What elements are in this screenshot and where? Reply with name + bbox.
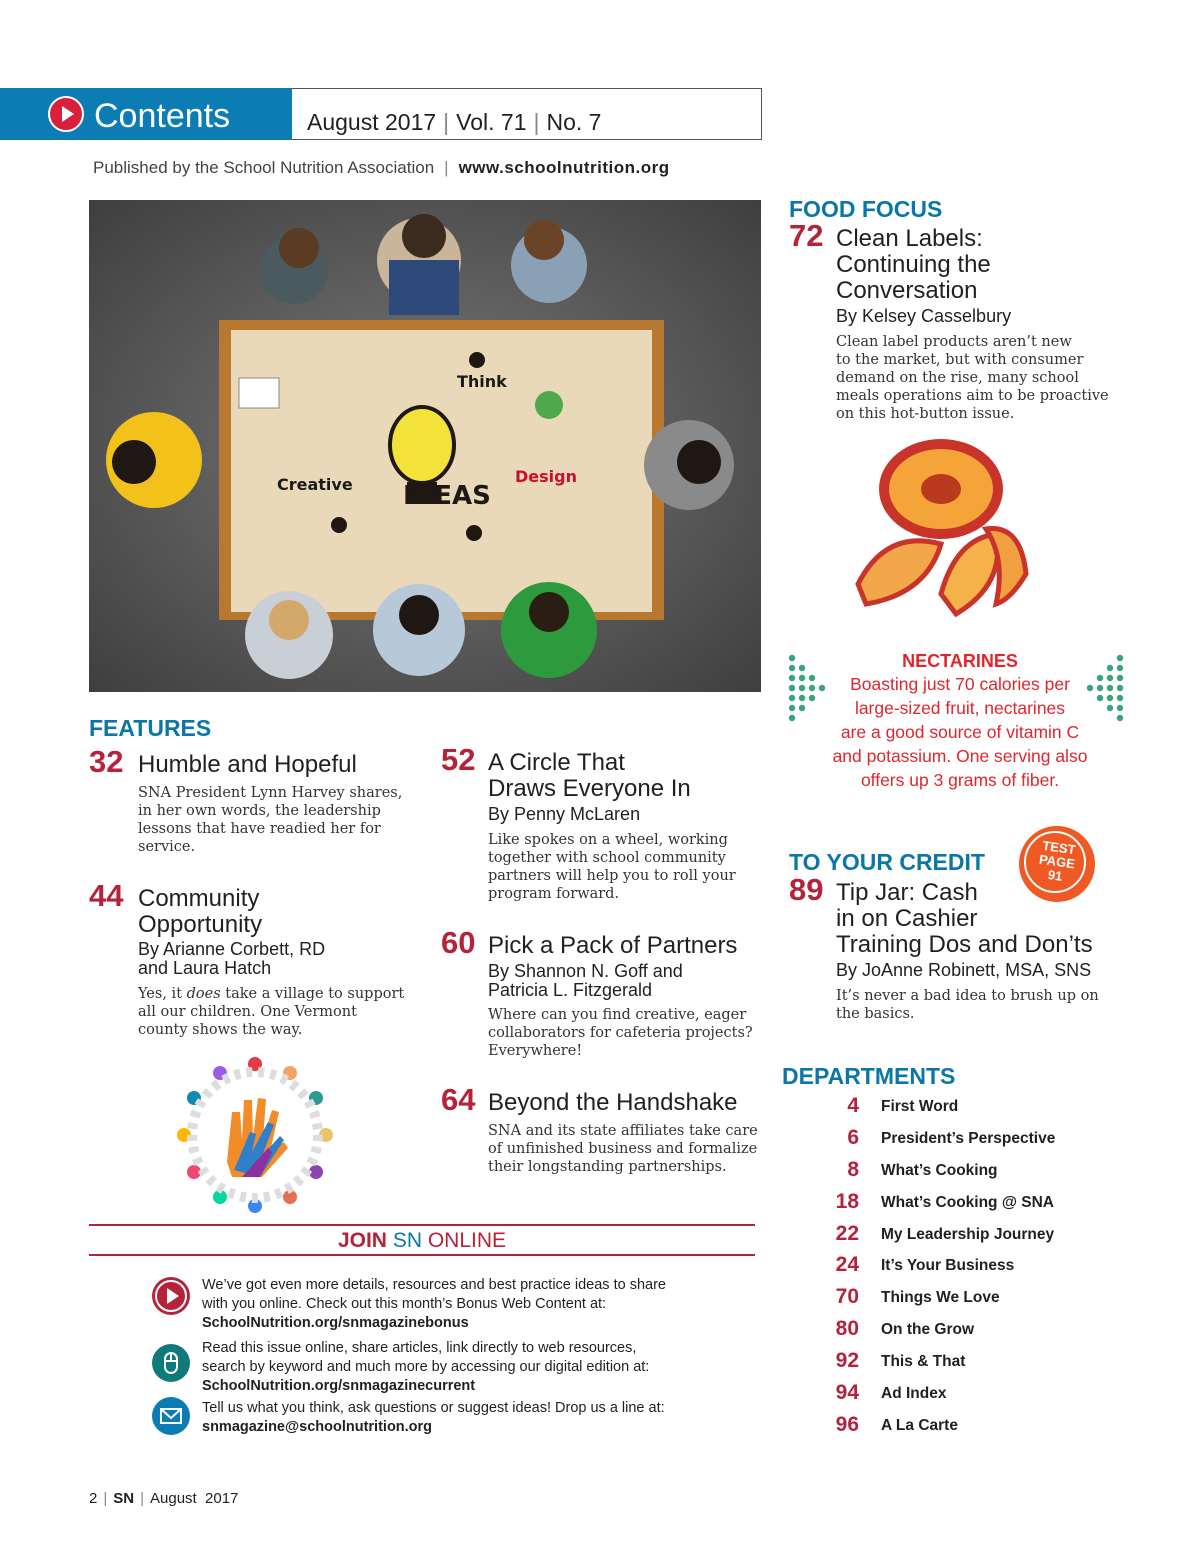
- department-label: This & That: [881, 1353, 966, 1370]
- department-item-its-your-business[interactable]: [800, 1253, 1100, 1277]
- page-number: 24: [835, 1253, 859, 1276]
- page-number: 72: [789, 218, 824, 253]
- page-number: 18: [835, 1190, 859, 1213]
- issue-info: [307, 108, 601, 136]
- play-icon[interactable]: [152, 1277, 190, 1315]
- separator: |: [103, 1490, 108, 1507]
- page-number: 94: [835, 1381, 859, 1404]
- article-title[interactable]: Clean Labels: Continuing the Conversation: [836, 225, 991, 304]
- department-label: Things We Love: [881, 1289, 1000, 1306]
- article-title[interactable]: Humble and Hopeful: [138, 751, 357, 778]
- callout-title: NECTARINES: [902, 651, 1018, 671]
- department-label: On the Grow: [881, 1321, 974, 1338]
- department-item-ad-index[interactable]: [800, 1381, 1100, 1405]
- page-footer: [89, 1490, 238, 1507]
- website-link[interactable]: www.schoolnutrition.org: [458, 158, 670, 177]
- page-number: 89: [789, 872, 824, 907]
- article-title[interactable]: Tip Jar: Cash in on Cashier Training Dos and Don’ts: [836, 879, 1093, 958]
- page-number: 4: [847, 1094, 859, 1117]
- join-email-text: Tell us what you think, ask questions or suggest ideas! Drop us a line at: snmagazine@schoolnutrition.org: [202, 1400, 665, 1435]
- page-number: 52: [441, 742, 476, 777]
- department-label: What’s Cooking: [881, 1162, 998, 1179]
- digital-edition-link[interactable]: SchoolNutrition.org/snmagazinecurrent: [202, 1378, 476, 1394]
- page-number: 64: [441, 1082, 476, 1117]
- department-item-whats-cooking[interactable]: [800, 1158, 1100, 1182]
- article-description: Yes, it does take a village to support all our children. One Vermont county shows the way.: [138, 986, 405, 1038]
- nectarine-image: [846, 434, 1036, 624]
- mouse-icon[interactable]: [152, 1344, 190, 1382]
- department-item-things-we-love[interactable]: [800, 1285, 1100, 1309]
- separator: |: [443, 109, 450, 135]
- section-heading-features: FEATURES: [89, 715, 212, 741]
- department-label: First Word: [881, 1098, 959, 1115]
- section-heading-to-your-credit: TO YOUR CREDIT: [789, 849, 985, 875]
- department-label: It’s Your Business: [881, 1257, 1015, 1274]
- page-number: 8: [847, 1158, 859, 1181]
- department-item-this-and-that[interactable]: [800, 1349, 1100, 1373]
- article-byline: By Arianne Corbett, RD and Laura Hatch: [138, 939, 326, 978]
- section-heading-departments: DEPARTMENTS: [782, 1063, 956, 1089]
- separator: |: [140, 1490, 144, 1507]
- department-item-presidents-perspective[interactable]: [800, 1126, 1100, 1150]
- publisher: Published by the School Nutrition Association: [93, 158, 435, 177]
- page-number: 6: [847, 1126, 859, 1149]
- article-byline: By Kelsey Casselbury: [836, 306, 1012, 326]
- issue-volume: Vol. 71: [456, 109, 527, 135]
- page-number: 80: [835, 1317, 859, 1340]
- page-number: 22: [835, 1222, 859, 1245]
- divider: [89, 1254, 755, 1256]
- email-link[interactable]: snmagazine@schoolnutrition.org: [202, 1419, 433, 1435]
- article-description: It’s never a bad idea to brush up on the basics.: [836, 988, 1099, 1022]
- article-title[interactable]: A Circle That Draws Everyone In: [488, 749, 691, 802]
- department-item-my-leadership-journey[interactable]: [800, 1222, 1100, 1246]
- play-icon: [48, 96, 84, 132]
- issue-number: No. 7: [546, 109, 602, 135]
- page-number: 70: [835, 1285, 859, 1308]
- folio-magazine: SN: [113, 1490, 135, 1507]
- article-description: SNA President Lynn Harvey shares, in her own words, the leadership lessons that have readied her for service.: [138, 785, 403, 855]
- page-title: Contents: [94, 97, 231, 135]
- issue-date: August 2017: [307, 109, 437, 135]
- department-item-first-word[interactable]: [800, 1094, 1100, 1118]
- page-number: 96: [835, 1413, 859, 1436]
- join-digital-edition-text: Read this issue online, share articles, link directly to web resources, search by keyword and much more by accessing our digital edition at: SchoolNutrition.org/snmagazinecurrent: [202, 1340, 650, 1394]
- department-label: President’s Perspective: [881, 1130, 1056, 1147]
- article-description: Like spokes on a wheel, working together with school community partners will help you to roll your program forward.: [488, 832, 736, 902]
- article-title[interactable]: Pick a Pack of Partners: [488, 932, 738, 959]
- article-byline: By Penny McLaren: [488, 804, 641, 824]
- callout-text: Boasting just 70 calories per large-sized fruit, nectarines are a good source of vitamin C and potassium. One serving also offers up 3 grams of fiber.: [832, 674, 1088, 790]
- department-label: My Leadership Journey: [881, 1226, 1055, 1243]
- page-number: 60: [441, 925, 476, 960]
- department-item-whats-cooking-sna[interactable]: [800, 1190, 1100, 1214]
- nectarines-callout: [810, 650, 1110, 792]
- folio-date: August 2017: [150, 1490, 239, 1507]
- department-label: Ad Index: [881, 1385, 947, 1402]
- community-hands-icon: [172, 1052, 338, 1218]
- badge-text: TEST PAGE 91: [1038, 837, 1077, 884]
- photo-word-think: Think: [457, 372, 507, 391]
- divider: [89, 1224, 755, 1226]
- article-description: SNA and its state affiliates take care of unfinished business and formalize their longstanding partnerships.: [488, 1123, 758, 1175]
- join-online-title: JOIN SN ONLINE: [337, 1229, 507, 1252]
- department-item-a-la-carte[interactable]: [800, 1413, 1100, 1437]
- join-bonus-text: We’ve got even more details, resources and best practice ideas to share with you online. Check out this month’s Bonus Web Content at: SchoolNutrition.org/snmagazinebonus: [202, 1277, 666, 1331]
- article-title[interactable]: Community Opportunity: [138, 885, 263, 938]
- cover-photo: [89, 200, 761, 692]
- article-description: Where can you find creative, eager collaborators for cafeteria projects? Everywhere!: [488, 1007, 753, 1059]
- page-number: 32: [89, 744, 124, 779]
- department-label: A La Carte: [881, 1417, 958, 1434]
- department-item-on-the-grow[interactable]: [800, 1317, 1100, 1341]
- envelope-icon[interactable]: [152, 1397, 190, 1435]
- folio-page-number: 2: [89, 1490, 98, 1507]
- article-byline: By JoAnne Robinett, MSA, SNS: [836, 960, 1092, 980]
- page-number: 44: [89, 878, 124, 913]
- article-description: Clean label products aren’t new to the market, but with consumer demand on the rise, many school meals operations aim to be proactive on this hot-button issue.: [836, 334, 1109, 422]
- article-byline: By Shannon N. Goff and Patricia L. Fitzgerald: [488, 961, 683, 1000]
- ideas-table-illustration: [89, 200, 761, 692]
- publisher-line: [93, 157, 670, 179]
- photo-word-design: Design: [515, 467, 577, 486]
- separator: |: [444, 158, 449, 177]
- separator: |: [533, 109, 540, 135]
- bonus-content-link[interactable]: SchoolNutrition.org/snmagazinebonus: [202, 1315, 469, 1331]
- article-title[interactable]: Beyond the Handshake: [488, 1089, 738, 1116]
- section-heading-food-focus: FOOD FOCUS: [789, 196, 943, 222]
- photo-word-ideas: IDEAS: [403, 481, 491, 511]
- photo-word-creative: Creative: [277, 475, 353, 494]
- department-label: What’s Cooking @ SNA: [881, 1194, 1054, 1211]
- page-number: 92: [835, 1349, 859, 1372]
